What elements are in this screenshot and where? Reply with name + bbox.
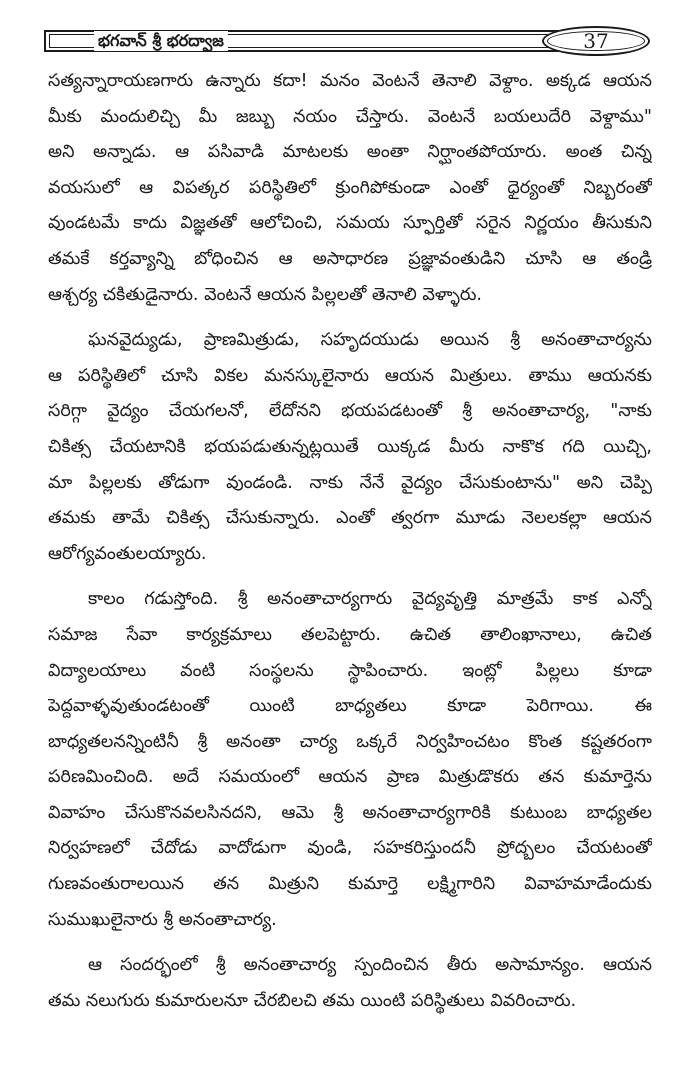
text-line: ఆశ్చర్య చకితుడైనారు. వెంటనే ఆయన పిల్లలతో తెనాలి వెళ్ళారు. [48,284,483,305]
text-line: తమ నలుగురు కుమారులనూ చేరబిలచి తమ యింటి పరిస్థితులు వివరించారు. [48,990,577,1011]
paragraph-2 [48,323,652,572]
text-line: బాధ్యతలనన్నింటినీ శ్రీ అనంతా చార్య ఒక్కరే నిర్వహించటం కొంత కష్టతరంగా [48,731,652,752]
text-line: ఆరోగ్యవంతులయ్యారు. [48,543,207,564]
text-line: పెద్దవాళ్ళవుతుండటంతో యింటి బాధ్యతలు కూడా పెరిగాయి. ఈ [48,696,652,717]
paragraph-4 [48,948,652,1019]
text-line: మా పిల్లలకు తోడుగా వుండండి. నాకు నేనే వైద్యం చేసుకుంటాను" అని చెప్పి [48,472,652,493]
text-line: గుణవంతురాలయిన తన మిత్రుని కుమార్తె లక్ష్మిగారిని వివాహమాడేందుకు [48,874,652,895]
text-line: సరిగ్గా వైద్యం చేయగలనో, లేదోనని భయపడటంతో శ్రీ అనంతాచార్య, "నాకు [48,401,652,422]
text-line: పరిణమించింది. అదే సమయంలో ఆయన ప్రాణ మిత్రుడొకరు తన కుమార్తెను [48,767,652,788]
text-line: అని అన్నాడు. ఆ పసివాడి మాటలకు అంతా నిర్ఘాంతపోయారు. అంత చిన్న [48,142,652,163]
book-title: భగవాన్ శ్రీ భరద్వాజ [94,31,228,51]
text-line: వయసులో ఆ విపత్కర పరిస్థితిలో క్రుంగిపోకుండా ఎంతో ధైర్యంతో నిబ్బరంతో [48,177,652,198]
page-number: 37 [583,29,609,53]
paragraph-1 [48,64,652,313]
text-line: విద్యాలయాలు వంటి సంస్థలను స్థాపించారు. ఇంట్లో పిల్లలు కూడా [48,660,652,681]
text-line: తమకు తామే చికిత్స చేసుకున్నారు. ఎంతో త్వరగా మూడు నెలలకల్లా ఆయన [48,508,652,529]
text-line: కాలం గడుస్తోంది. శ్రీ అనంతాచార్యగారు వైద్యవృత్తి మాత్రమే కాక ఎన్నో [88,589,652,610]
text-line: చికిత్స చేయటానికి భయపడుతున్నట్లయితే యిక్కడ మీరు నాకొక గది యిచ్చి, [48,436,652,457]
text-line: తమకే కర్తవ్యాన్ని బోధించిన ఆ అసాధారణ ప్రజ్ఞావంతుడిని చూసి ఆ తండ్రి [48,248,652,269]
text-line: సమాజ సేవా కార్యక్రమాలు తలపెట్టారు. ఉచిత తాలింఖానాలు, ఉచిత [48,624,652,645]
page-number-badge [542,26,650,56]
running-header [44,26,650,56]
text-line: సుముఖులైనారు శ్రీ అనంతాచార్య. [48,909,277,930]
text-line: మీకు మందులిచ్చి మీ జబ్బు నయం చేస్తారు. వెంటనే బయలుదేరి వెళ్దాము" [48,106,652,127]
text-line: ఆ సందర్భంలో శ్రీ అనంతాచార్య స్పందించిన తీరు అసామాన్యం. ఆయన [88,955,652,976]
body-text [48,64,652,1029]
text-line: నిర్వహణలో చేదోడు వాదోడుగా వుండి, సహకరిస్తుందనీ ప్రోద్బలం చేయటంతో [48,838,652,859]
text-line: ఘనవైద్యుడు, ప్రాణమిత్రుడు, సహృదయుడు అయిన శ్రీ అనంతాచార్యను [88,330,652,351]
text-line: సత్యన్నారాయణగారు ఉన్నారు కదా! మనం వెంటనే తెనాలి వెళ్దాం. అక్కడ ఆయన [48,71,652,91]
text-line: వుండటమే కాదు విజ్ఞతతో ఆలోచించి, సమయ స్ఫూర్తితో సరైన నిర్ణయం తీసుకుని [48,213,652,234]
text-line: ఆ పరిస్థితిలో చూసి వికల మనస్కులైనారు ఆయన మిత్రులు. తాము ఆయనకు [48,365,652,386]
paragraph-3 [48,582,652,938]
text-line: వివాహం చేసుకొనవలసినదని, ఆమె శ్రీ అనంతాచార్యగారికి కుటుంబ బాధ్యతల [48,802,652,823]
